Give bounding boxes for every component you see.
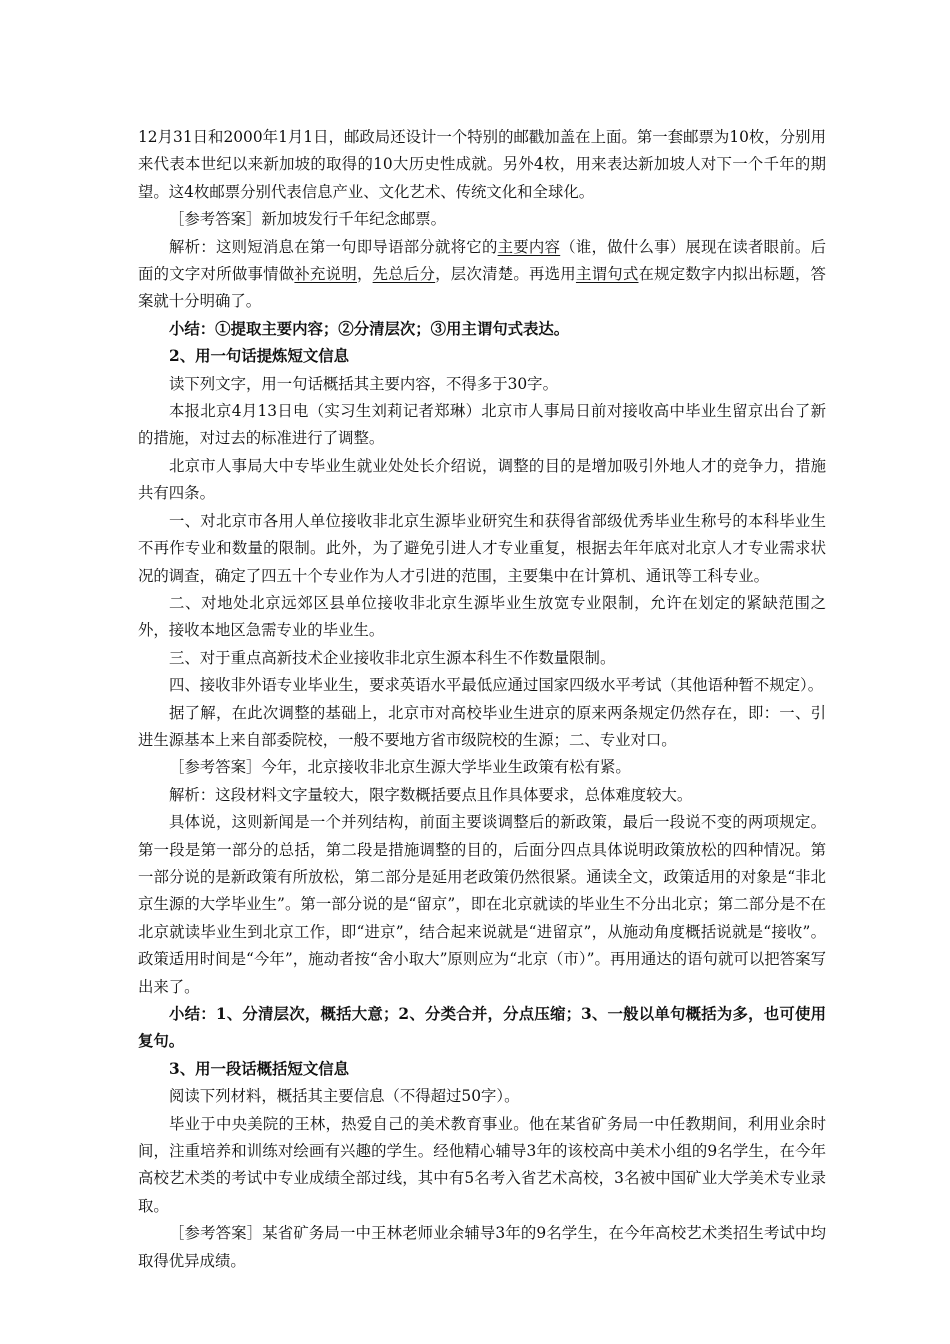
paragraph: 具体说，这则新闻是一个并列结构，前面主要谈调整后的新政策，最后一段说不变的两项规定。第一段是第一部分的总括，第二段是措施调整的目的，后面分四点具体说明政策放松的四种情况。第一部分说的是新政策有所放松，第二部分是延用老政策仍然很紧。通读全文，政策适用的对象是“非北京生源的大学毕业生”。第一部分说的是“留京”，即在北京就读的毕业生不分出北京；第二部分是不在北京就读毕业生到北京工作，即“进京”，结合起来说就是“进留京”，从施动角度概括说就是“接收”。政策适用时间是“今年”，施动者按“舍小取大”原则应为“北京（市）”。再用通达的语句就可以把答案写出来了。 bbox=[138, 813, 826, 996]
analysis-paragraph: 解析：这段材料文字量较大，限字数概括要点且作具体要求，总体难度较大。 bbox=[169, 785, 693, 804]
underlined-term: 主要内容 bbox=[497, 237, 561, 256]
paragraph: 二、对地处北京远郊区县单位接收非北京生源毕业生放宽专业限制，允许在划定的紧缺范围之外，接收本地区急需专业的毕业生。 bbox=[138, 593, 826, 640]
text-run: （谁，做什么事）展现在读者眼前。后面的文字对所做事情做 bbox=[138, 237, 826, 284]
reference-answer: ［参考答案］今年，北京接收非北京生源大学毕业生政策有松有紧。 bbox=[169, 758, 631, 777]
underlined-term: 先总后分 bbox=[372, 265, 436, 284]
paragraph: 12月31日和2000年1月1日，邮政局还设计一个特别的邮戳加盖在上面。第一套邮票为10枚，分别用来代表本世纪以来新加坡的取得的10大历史性成就。另外4枚，用来表达新加坡人对下一个千年的期望。这4枚邮票分别代表信息产业、文化艺术、传统文化和全球化。 bbox=[138, 128, 826, 201]
paragraph: 北京市人事局大中专毕业生就业处处长介绍说，调整的目的是增加吸引外地人才的竞争力，措施共有四条。 bbox=[138, 456, 826, 503]
text-run: 在规定数字内拟出标题，答案就十分明确了。 bbox=[138, 265, 826, 311]
reference-answer: ［参考答案］某省矿务局一中王林老师业余辅导3年的9名学生，在今年高校艺术类招生考试中均取得优异成绩。 bbox=[138, 1224, 826, 1270]
analysis-paragraph bbox=[138, 234, 826, 316]
paragraph: 三、对于重点高新技术企业接收非北京生源本科生不作数量限制。 bbox=[169, 648, 616, 667]
underlined-term: 补充说明 bbox=[294, 265, 357, 284]
question-prompt: 读下列文字，用一句话概括其主要内容，不得多于30字。 bbox=[169, 374, 558, 393]
document-body bbox=[138, 124, 826, 1275]
paragraph: 本报北京4月13日电（实习生刘莉记者郑琳）北京市人事局日前对接收高中毕业生留京出台了新的措施，对过去的标准进行了调整。 bbox=[138, 402, 826, 448]
text-run: ， bbox=[356, 265, 373, 284]
reference-answer: ［参考答案］新加坡发行千年纪念邮票。 bbox=[169, 210, 447, 229]
underlined-term: 主谓句式 bbox=[575, 265, 639, 284]
paragraph: 毕业于中央美院的王林，热爱自己的美术教育事业。他在某省矿务局一中任教期间，利用业余时间，注重培养和训练对绘画有兴趣的学生。经他精心辅导3年的该校高中美术小组的9名学生，在今年高校艺术类的考试中专业成绩全部过线，其中有5名考入省艺术高校，3名被中国矿业大学美术专业录取。 bbox=[138, 1114, 826, 1215]
paragraph: 据了解，在此次调整的基础上，北京市对高校毕业生进京的原来两条规定仍然存在，即：一、引进生源基本上来自部委院校，一般不要地方省市级院校的生源；二、专业对口。 bbox=[138, 703, 826, 749]
text-run: 解析：这则短消息在第一句即导语部分就将它的 bbox=[169, 237, 498, 256]
paragraph: 一、对北京市各用人单位接收非北京生源毕业研究生和获得省部级优秀毕业生称号的本科毕业生不再作专业和数量的限制。此外，为了避免引进人才专业重复，根据去年年底对北京人才专业需求状况的调查，确定了四五十个专业作为人才引进的范围，主要集中在计算机、通讯等工科专业。 bbox=[138, 511, 826, 585]
summary-heading: 小结：①提取主要内容；②分清层次；③用主谓句式表达。 bbox=[169, 319, 570, 338]
section-heading: 2、用一句话提炼短文信息 bbox=[169, 347, 350, 366]
section-heading: 3、用一段话概括短文信息 bbox=[169, 1059, 350, 1078]
text-run: ，层次清楚。再选用 bbox=[435, 265, 576, 284]
question-prompt: 阅读下列材料，概括其主要信息（不得超过50字）。 bbox=[169, 1087, 520, 1106]
summary-heading: 小结：1、分清层次，概括大意；2、分类合并，分点压缩；3、一般以单句概括为多，也可使用复句。 bbox=[138, 1005, 826, 1051]
paragraph: 四、接收非外语专业毕业生，要求英语水平最低应通过国家四级水平考试（其他语种暂不规定）。 bbox=[169, 676, 824, 695]
